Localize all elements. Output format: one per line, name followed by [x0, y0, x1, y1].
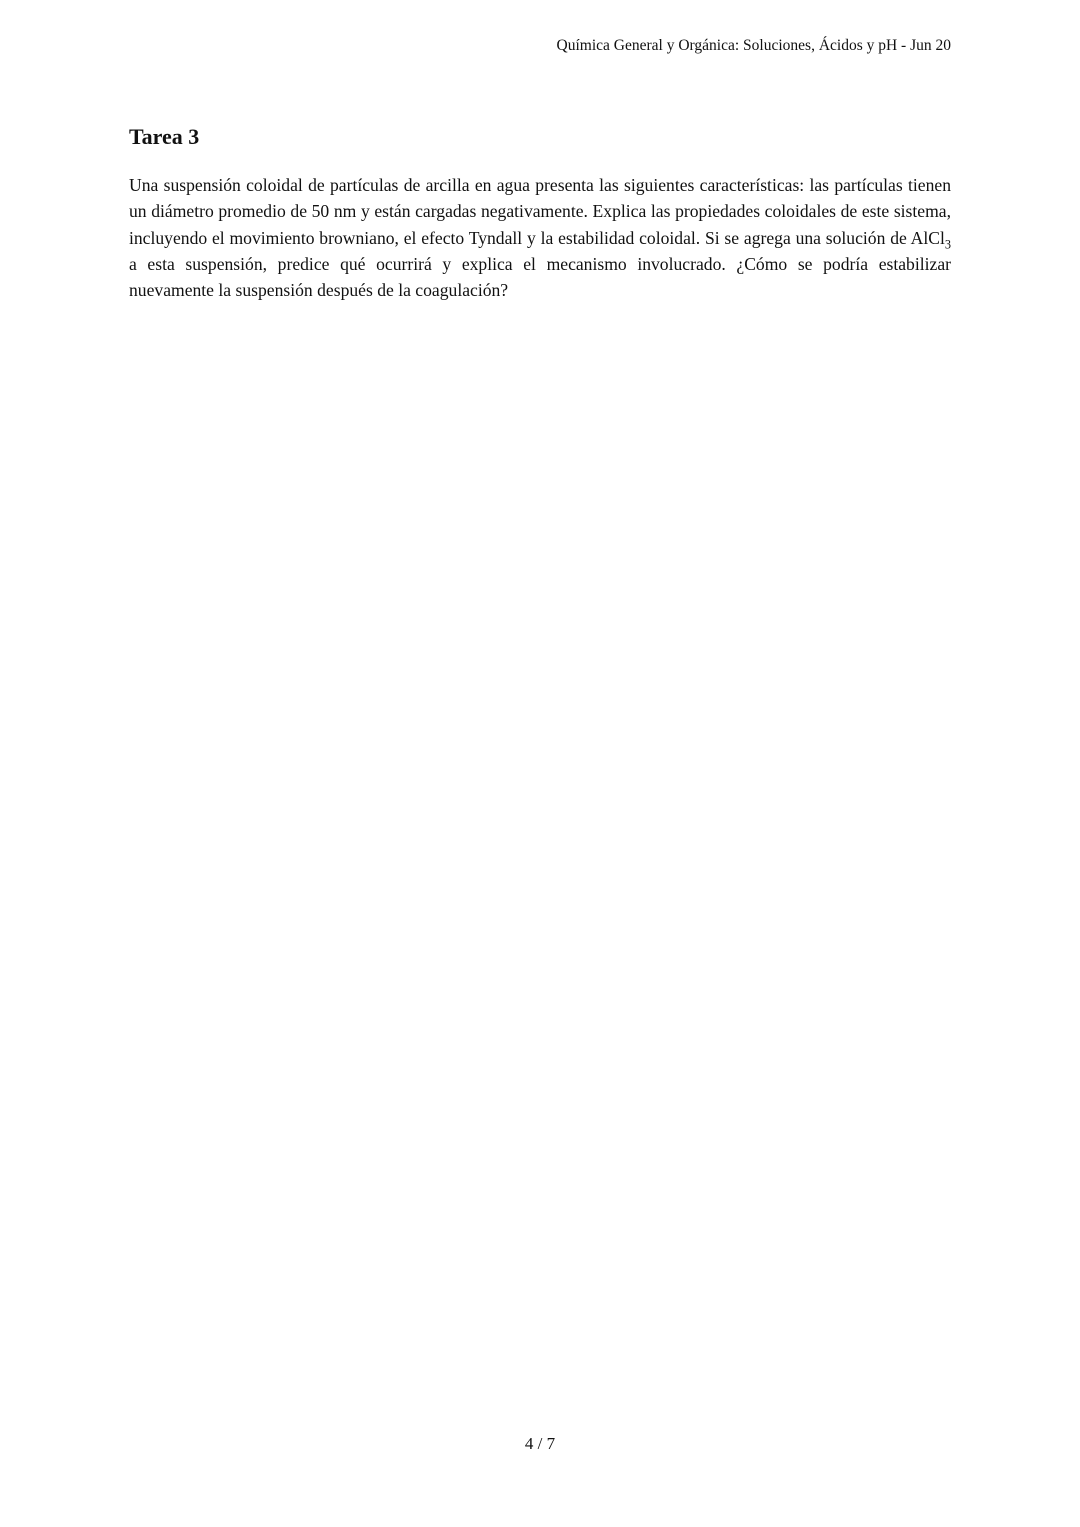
formula-base: AlCl: [910, 227, 945, 248]
running-header: Química General y Orgánica: Soluciones, Ácidos y pH - Jun 20: [556, 37, 951, 54]
task-title: Tarea 3: [129, 124, 200, 149]
task-text-part-1: Una suspensión coloidal de partículas de arcilla en agua presenta las siguientes características: las partículas tienen un diámetro promedio de 50 nm y están cargadas negativamente. Explica las propiedades coloidales de este sistema, incluyendo el movimiento browniano, el efecto Tyndall y la estabilidad coloidal. Si se agrega una solución de: [129, 175, 951, 248]
formula-subscript: 3: [944, 237, 951, 252]
task-text-part-2: a esta suspensión, predice qué ocurrirá y explica el mecanismo involucrado. ¿Cómo se podría estabilizar nuevamente la suspensión después de la coagulación?: [129, 253, 951, 301]
page-number: 4 / 7: [524, 1434, 556, 1453]
task-statement: [129, 172, 951, 303]
chemical-formula: [910, 227, 951, 252]
